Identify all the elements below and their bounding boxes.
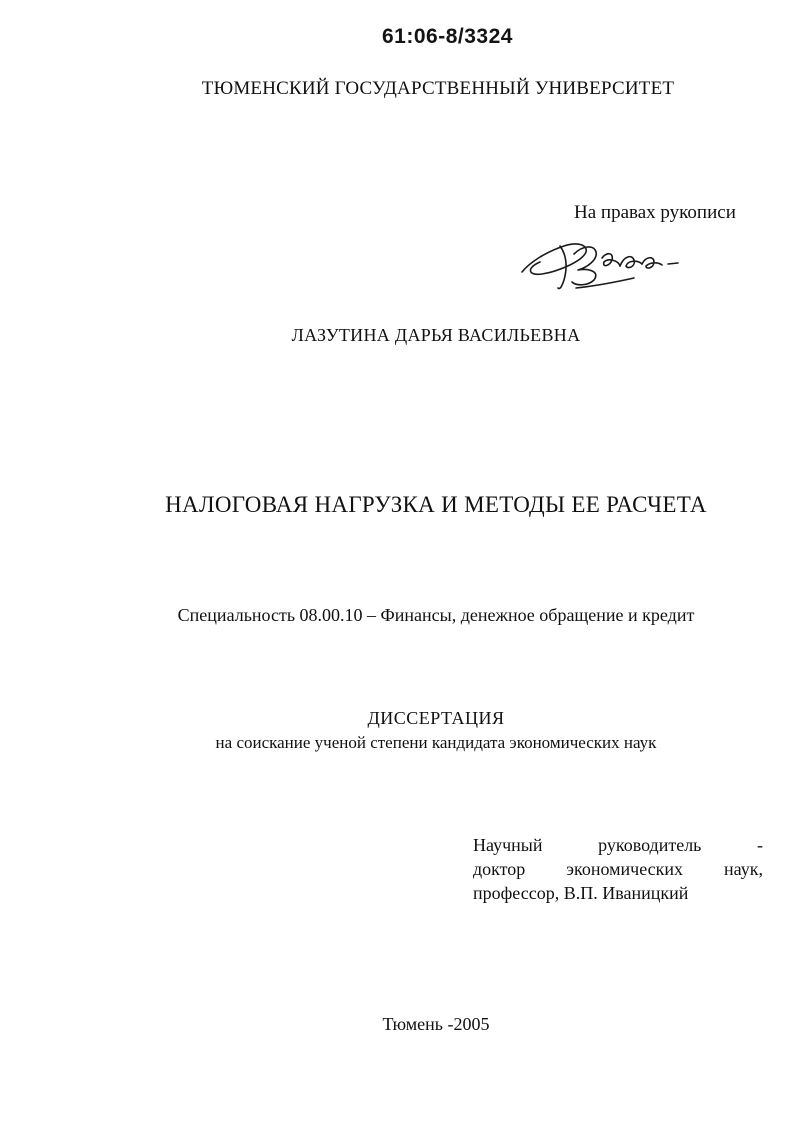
city-year: Тюмень -2005 — [382, 1014, 490, 1034]
supervisor-line-3 — [473, 881, 763, 905]
supervisor-line-1 — [473, 833, 763, 857]
dissertation-title: НАЛОГОВАЯ НАГРУЗКА И МЕТОДЫ ЕЕ РАСЧЕТА — [165, 492, 707, 517]
author-signature — [516, 232, 686, 294]
library-stamp-code: 61:06-8/3324 — [382, 25, 513, 48]
manuscript-rights-note: На правах рукописи — [574, 202, 736, 223]
university-name: ТЮМЕНСКИЙ ГОСУДАРСТВЕННЫЙ УНИВЕРСИТЕТ — [201, 78, 675, 99]
supervisor-dash: - — [756, 835, 763, 855]
supervisor-line-2 — [473, 857, 763, 881]
supervisor-word-sciences: наук, — [724, 859, 763, 879]
supervisor-name: профессор, В.П. Иваницкий — [473, 883, 689, 903]
supervisor-word-advisor: руководитель — [598, 835, 702, 855]
dissertation-label: ДИССЕРТАЦИЯ — [367, 708, 505, 728]
supervisor-word-economic: экономических — [566, 859, 684, 879]
specialty-line: Специальность 08.00.10 – Финансы, денежное обращение и кредит — [177, 605, 695, 625]
supervisor-block — [473, 833, 763, 905]
supervisor-word-scientific: Научный — [473, 835, 543, 855]
supervisor-word-doctor: доктор — [473, 859, 526, 879]
dissertation-subtitle: на соискание ученой степени кандидата экономических наук — [215, 733, 657, 752]
author-name: ЛАЗУТИНА ДАРЬЯ ВАСИЛЬЕВНА — [291, 325, 581, 345]
